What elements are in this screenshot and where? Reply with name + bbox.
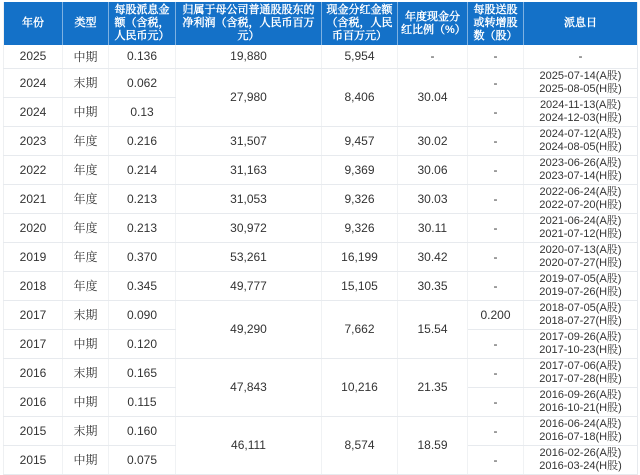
table-cell: -: [468, 213, 524, 242]
table-cell: 年度: [63, 184, 109, 213]
dividend-date-cell: 2018-07-05(A股) 2018-07-27(H股): [524, 300, 638, 329]
table-cell: 46,111: [176, 416, 322, 474]
table-cell: 9,326: [322, 213, 398, 242]
table-header: [4, 2, 638, 45]
table-cell: 2025: [4, 45, 63, 68]
table-cell: 10,216: [322, 358, 398, 416]
table-cell: 30.11: [398, 213, 468, 242]
table-cell: 2017: [4, 300, 63, 329]
table-cell: 30.04: [398, 68, 468, 126]
table-cell: -: [468, 45, 524, 68]
table-cell: 30.03: [398, 184, 468, 213]
table-cell: 0.115: [109, 387, 176, 416]
column-header-7: 每股送股或转增股数（股）: [468, 2, 524, 45]
table-cell: 30,972: [176, 213, 322, 242]
table-cell: 9,326: [322, 184, 398, 213]
table-cell: 31,053: [176, 184, 322, 213]
column-header-1: 年份: [4, 2, 63, 45]
table-cell: 2023: [4, 126, 63, 155]
dividend-date-cell: 2025-07-14(A股) 2025-08-05(H股): [524, 68, 638, 97]
table-row: [4, 213, 638, 242]
table-cell: 53,261: [176, 242, 322, 271]
table-cell: 30.42: [398, 242, 468, 271]
column-header-4: 归属于母公司普通股股东的净利润（含税，人民币百万元）: [176, 2, 322, 45]
table-cell: 47,843: [176, 358, 322, 416]
table-cell: 8,574: [322, 416, 398, 474]
table-cell: 末期: [63, 68, 109, 97]
table-cell: -: [468, 358, 524, 387]
table-cell: 2019: [4, 242, 63, 271]
table-row: [4, 242, 638, 271]
table-cell: 49,777: [176, 271, 322, 300]
column-header-5: 现金分红金额（含税，人民币百万元）: [322, 2, 398, 45]
table-cell: -: [524, 45, 638, 68]
dividend-date-cell: 2016-02-26(A股) 2016-03-24(H股): [524, 445, 638, 474]
table-cell: 中期: [63, 329, 109, 358]
table-cell: 0.090: [109, 300, 176, 329]
table-cell: 2022: [4, 155, 63, 184]
table-row: [4, 358, 638, 387]
table-cell: 2016: [4, 358, 63, 387]
table-cell: 0.062: [109, 68, 176, 97]
table-cell: 末期: [63, 358, 109, 387]
table-cell: 年度: [63, 155, 109, 184]
table-cell: 15.54: [398, 300, 468, 358]
table-cell: 18.59: [398, 416, 468, 474]
dividend-date-cell: 2019-07-05(A股) 2019-07-26(H股): [524, 271, 638, 300]
table-cell: 年度: [63, 242, 109, 271]
dividend-date-cell: 2024-07-12(A股) 2024-08-05(H股): [524, 126, 638, 155]
table-cell: -: [468, 445, 524, 474]
table-cell: 30.02: [398, 126, 468, 155]
table-cell: 2018: [4, 271, 63, 300]
table-row: [4, 45, 638, 68]
table-cell: 末期: [63, 416, 109, 445]
table-cell: 0.216: [109, 126, 176, 155]
table-cell: 中期: [63, 445, 109, 474]
table-row: [4, 155, 638, 184]
table-cell: 27,980: [176, 68, 322, 126]
dividend-date-cell: 2016-06-24(A股) 2016-07-18(H股): [524, 416, 638, 445]
table-cell: 21.35: [398, 358, 468, 416]
table-cell: -: [398, 45, 468, 68]
table-cell: -: [468, 68, 524, 97]
dividend-date-cell: 2016-09-26(A股) 2016-10-21(H股): [524, 387, 638, 416]
table-row: [4, 68, 638, 97]
dividend-date-cell: 2017-07-06(A股) 2017-07-28(H股): [524, 358, 638, 387]
table-row: [4, 184, 638, 213]
table-cell: -: [468, 155, 524, 184]
table-cell: 0.160: [109, 416, 176, 445]
table-cell: -: [468, 329, 524, 358]
table-cell: 49,290: [176, 300, 322, 358]
table-row: [4, 126, 638, 155]
table-cell: 7,662: [322, 300, 398, 358]
table-cell: 5,954: [322, 45, 398, 68]
table-cell: 2021: [4, 184, 63, 213]
table-cell: 0.213: [109, 213, 176, 242]
table-cell: 30.06: [398, 155, 468, 184]
table-cell: 2017: [4, 329, 63, 358]
table-cell: 中期: [63, 45, 109, 68]
table-cell: 2024: [4, 68, 63, 97]
table-cell: 0.136: [109, 45, 176, 68]
table-cell: -: [468, 387, 524, 416]
table-cell: 16,199: [322, 242, 398, 271]
table-cell: 2024: [4, 97, 63, 126]
table-cell: 30.35: [398, 271, 468, 300]
table-row: [4, 416, 638, 445]
table-cell: 9,457: [322, 126, 398, 155]
table-cell: 0.214: [109, 155, 176, 184]
column-header-6: 年度现金分红比例（%）: [398, 2, 468, 45]
dividend-date-cell: 2023-06-26(A股) 2023-07-14(H股): [524, 155, 638, 184]
table-cell: 0.120: [109, 329, 176, 358]
header-row: [4, 2, 638, 45]
table-cell: 19,880: [176, 45, 322, 68]
table-cell: 年度: [63, 126, 109, 155]
column-header-2: 类型: [63, 2, 109, 45]
table-cell: 0.200: [468, 300, 524, 329]
table-cell: 0.165: [109, 358, 176, 387]
table-cell: 2020: [4, 213, 63, 242]
table-cell: 15,105: [322, 271, 398, 300]
table-cell: -: [468, 184, 524, 213]
table-cell: 0.345: [109, 271, 176, 300]
table-cell: 2016: [4, 387, 63, 416]
table-cell: 中期: [63, 387, 109, 416]
table-cell: 0.075: [109, 445, 176, 474]
table-cell: 2015: [4, 416, 63, 445]
table-cell: 中期: [63, 97, 109, 126]
table-cell: 0.213: [109, 184, 176, 213]
table-row: [4, 300, 638, 329]
dividend-date-cell: 2021-06-24(A股) 2021-07-12(H股): [524, 213, 638, 242]
table-cell: 8,406: [322, 68, 398, 126]
table-cell: 0.370: [109, 242, 176, 271]
table-cell: -: [468, 126, 524, 155]
column-header-3: 每股派息金额（含税，人民币元）: [109, 2, 176, 45]
table-cell: -: [468, 97, 524, 126]
table-row: [4, 271, 638, 300]
dividend-table: [3, 2, 638, 475]
dividend-date-cell: 2022-06-24(A股) 2022-07-20(H股): [524, 184, 638, 213]
table-cell: -: [468, 271, 524, 300]
table-cell: 0.13: [109, 97, 176, 126]
table-cell: 31,507: [176, 126, 322, 155]
table-cell: -: [468, 242, 524, 271]
column-header-8: 派息日: [524, 2, 638, 45]
dividend-date-cell: 2024-11-13(A股) 2024-12-03(H股): [524, 97, 638, 126]
table-cell: 末期: [63, 300, 109, 329]
table-body: [4, 45, 638, 474]
table-cell: 2015: [4, 445, 63, 474]
table-cell: 年度: [63, 213, 109, 242]
dividend-date-cell: 2017-09-26(A股) 2017-10-23(H股): [524, 329, 638, 358]
table-cell: 年度: [63, 271, 109, 300]
table-cell: 31,163: [176, 155, 322, 184]
dividend-date-cell: 2020-07-13(A股) 2020-07-27(H股): [524, 242, 638, 271]
table-cell: -: [468, 416, 524, 445]
table-cell: 9,369: [322, 155, 398, 184]
